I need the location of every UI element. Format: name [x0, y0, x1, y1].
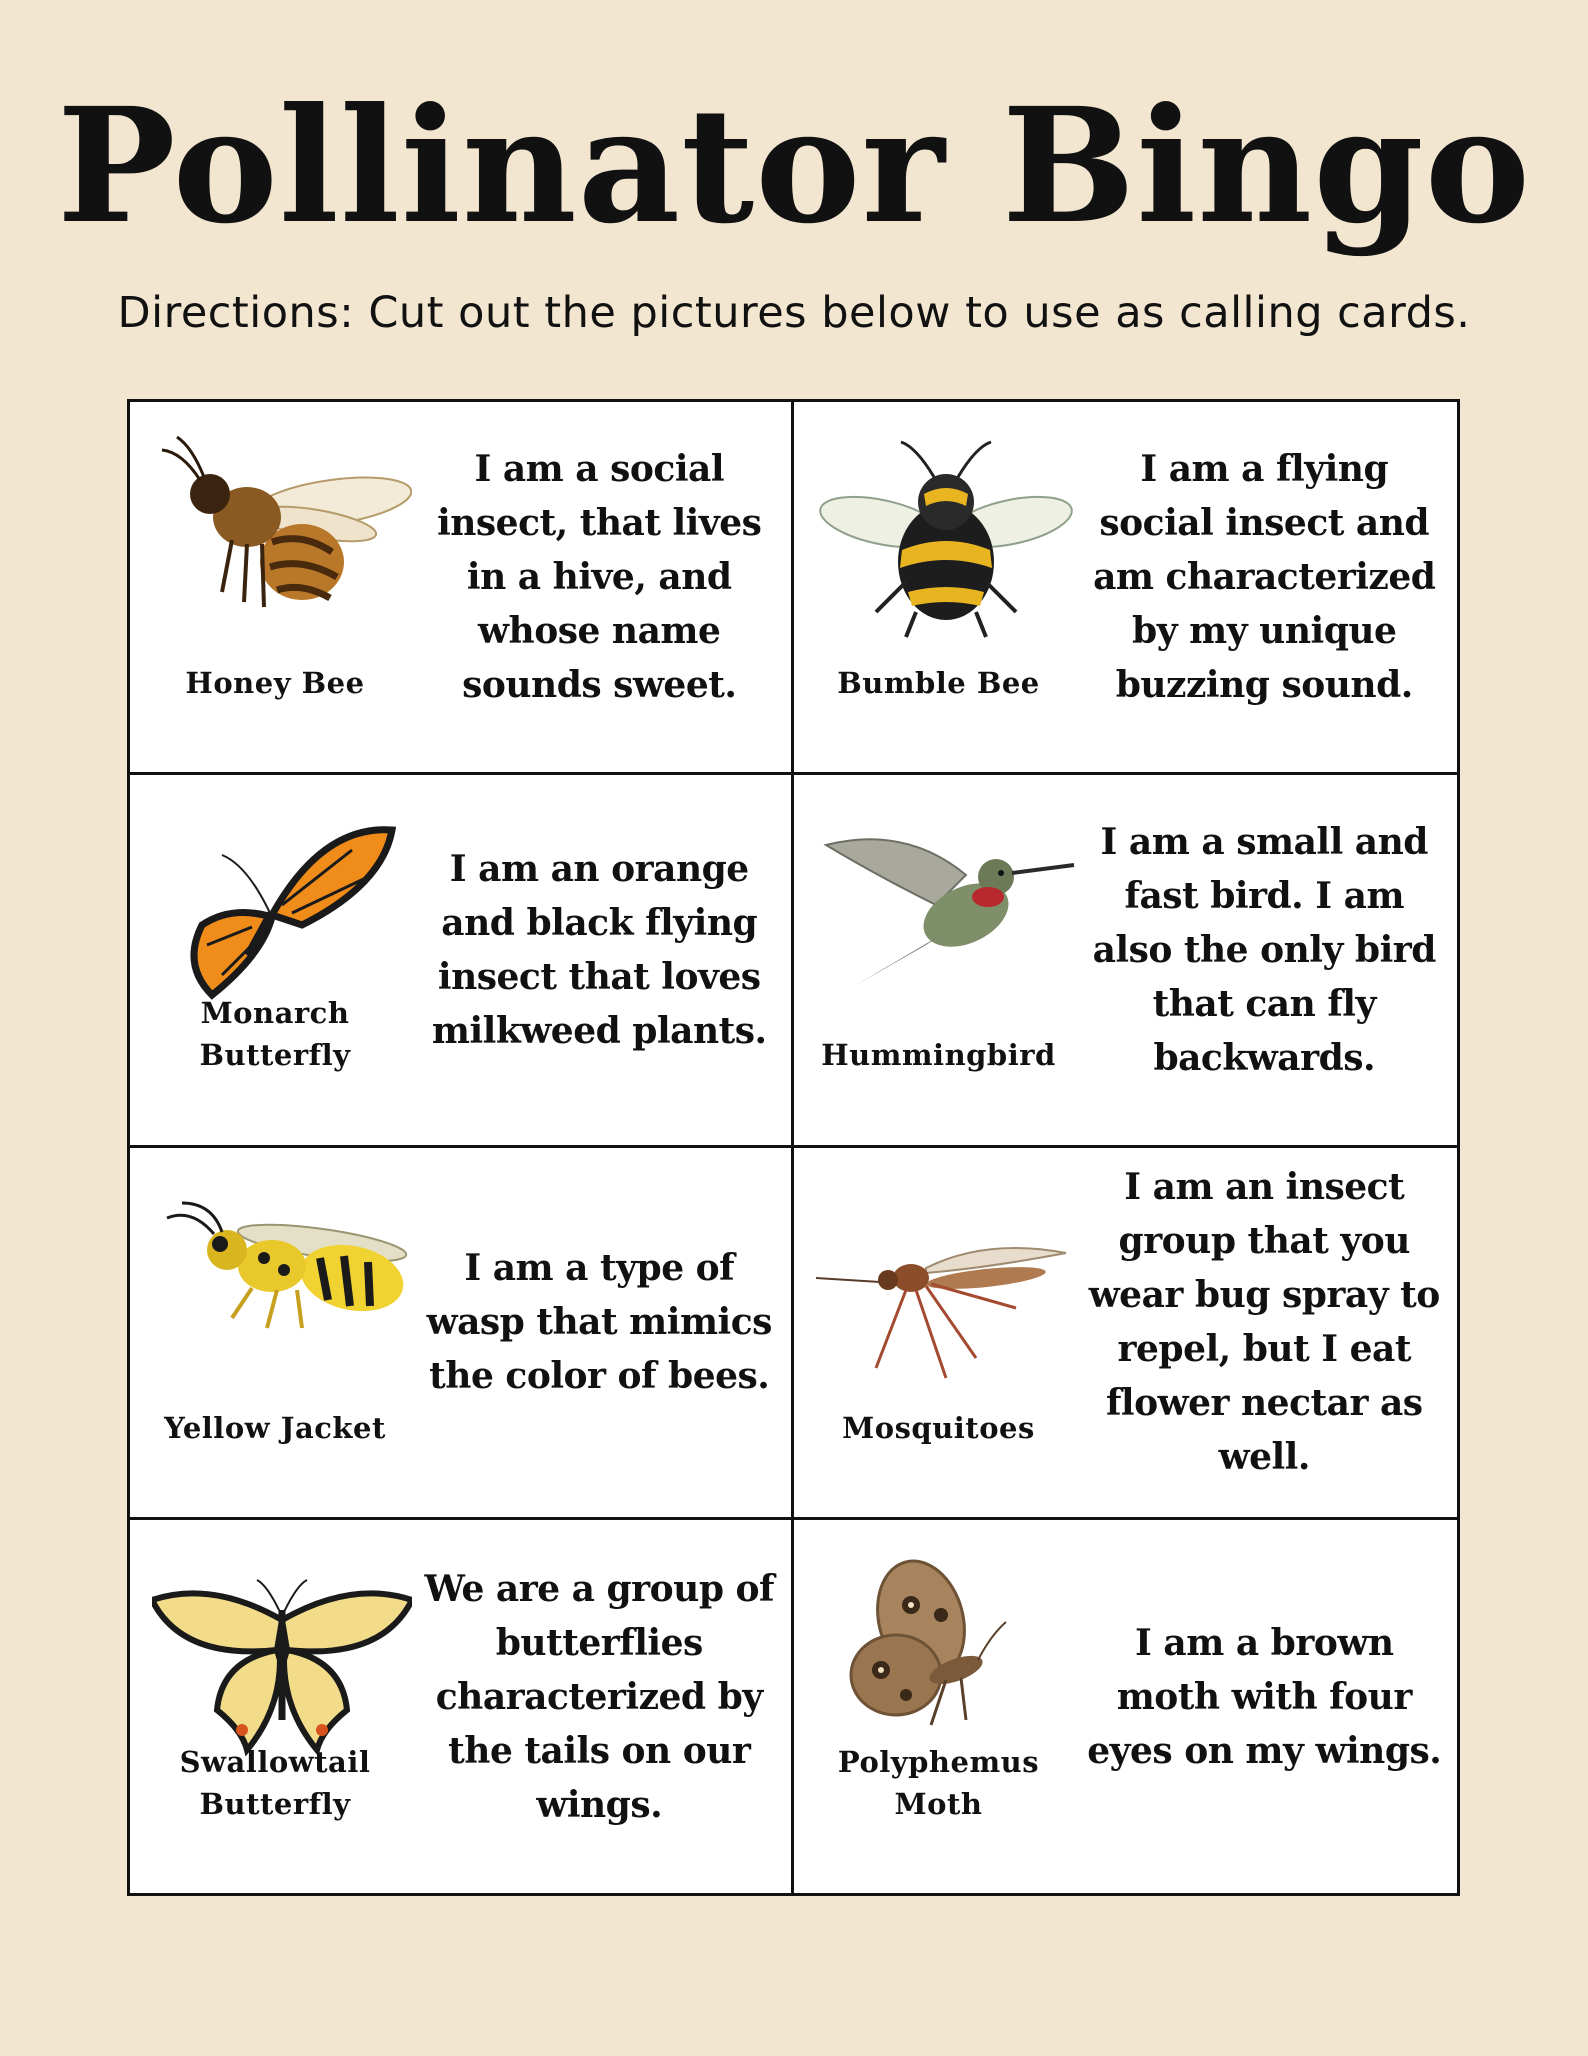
bumble-bee-icon [816, 432, 1076, 642]
card-clue: I am a small and fast bird. I am also the only bird that can fly backwards. [1092, 820, 1436, 1079]
card-swallowtail-butterfly[interactable] [130, 1520, 794, 1893]
directions-text: Directions: Cut out the pictures below to use as calling cards. [117, 288, 1471, 338]
card-honey-bee[interactable] [130, 402, 794, 775]
card-monarch-butterfly[interactable] [130, 775, 794, 1148]
honey-bee-icon [152, 432, 412, 642]
page-title: Pollinator Bingo [56, 74, 1532, 259]
card-hummingbird[interactable] [794, 775, 1458, 1148]
card-name: Polyphemus Moth [837, 1744, 1040, 1821]
hummingbird-icon [816, 805, 1076, 1015]
mosquito-icon [816, 1178, 1076, 1388]
card-clue: We are a group of butterflies characterized by the tails on our wings. [424, 1567, 775, 1826]
card-clue: I am an orange and black flying insect that loves milkweed plants. [431, 847, 767, 1052]
card-name: Honey Bee [185, 665, 365, 700]
card-mosquitoes[interactable] [794, 1148, 1458, 1521]
bingo-card-grid [127, 399, 1460, 1896]
card-name: Bumble Bee [837, 665, 1040, 700]
card-name: Mosquitoes [842, 1411, 1035, 1446]
polyphemus-moth-icon [816, 1550, 1076, 1760]
card-name: Yellow Jacket [164, 1411, 386, 1446]
monarch-butterfly-icon [152, 805, 412, 1015]
card-clue: I am a flying social insect and am characterized by my unique buzzing sound. [1093, 447, 1436, 706]
yellow-jacket-icon [152, 1178, 412, 1388]
card-name: Monarch Butterfly [199, 996, 351, 1073]
swallowtail-butterfly-icon [152, 1550, 412, 1760]
card-bumble-bee[interactable] [794, 402, 1458, 775]
card-clue: I am a brown moth with four eyes on my wings. [1087, 1621, 1442, 1772]
card-clue: I am an insect group that you wear bug spray to repel, but I eat flower nectar as well. [1088, 1166, 1440, 1479]
card-name: Swallowtail Butterfly [179, 1744, 371, 1821]
card-name: Hummingbird [821, 1038, 1056, 1073]
card-yellow-jacket[interactable] [130, 1148, 794, 1521]
card-clue: I am a social insect, that lives in a hive, and whose name sounds sweet. [437, 447, 762, 706]
card-polyphemus-moth[interactable] [794, 1520, 1458, 1893]
card-clue: I am a type of wasp that mimics the color of bees. [426, 1247, 772, 1398]
